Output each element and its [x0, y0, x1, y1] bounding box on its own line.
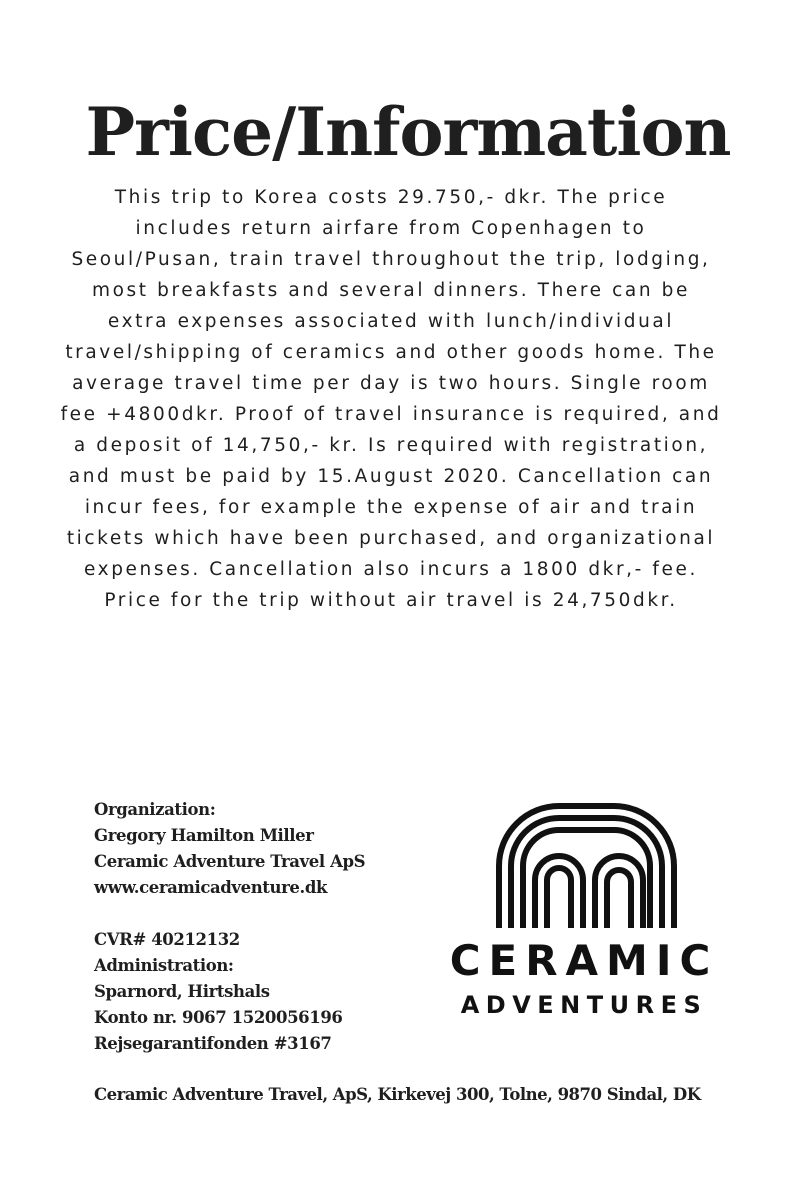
administration-label: Administration: [94, 956, 234, 975]
account-number: Konto nr. 9067 1520056196 [94, 1008, 343, 1027]
text-line: extra expenses associated with lunch/individual [107, 311, 675, 332]
text-line: This trip to Korea costs 29.750,- dkr. The price [114, 187, 668, 208]
text-line: average travel time per day is two hours. Single room [72, 373, 710, 394]
company-name: Ceramic Adventure Travel ApS [94, 852, 366, 871]
text-line: Price for the trip without air travel is 24,750dkr. [104, 590, 678, 611]
ceramic-adventures-logo [440, 800, 740, 1030]
text-line: and must be paid by 15.August 2020. Cancellation can [68, 466, 714, 487]
logo-wordmark-ceramic: CERAMIC [449, 936, 719, 985]
text-line: a deposit of 14,750,- kr. Is required with registration, [73, 435, 709, 456]
arch-logo-icon [492, 800, 680, 928]
text-line: expenses. Cancellation also incurs a 1800 dkr,- fee. [84, 559, 698, 580]
text-line: travel/shipping of ceramics and other goods home. The [65, 342, 717, 363]
bank-name: Sparnord, Hirtshals [94, 982, 270, 1001]
organization-label: Organization: [94, 800, 216, 819]
organizer-name: Gregory Hamilton Miller [94, 826, 314, 845]
text-line: fee +4800dkr. Proof of travel insurance is required, and [60, 404, 722, 425]
cvr-number: CVR# 40212132 [94, 930, 240, 949]
website-text: www.ceramicadventure.dk [94, 878, 328, 897]
text-line: tickets which have been purchased, and organizational [66, 528, 716, 549]
text-line: incur fees, for example the expense of air and train [84, 497, 698, 518]
text-line: includes return airfare from Copenhagen to [135, 218, 647, 239]
footer-address: Ceramic Adventure Travel, ApS, Kirkevej 300, Tolne, 9870 Sindal, DK [94, 1085, 701, 1104]
travel-guarantee: Rejsegarantifonden #3167 [94, 1034, 332, 1053]
text-line: most breakfasts and several dinners. There can be [92, 280, 690, 301]
spacer [94, 901, 365, 927]
price-information-text [0, 182, 782, 616]
logo-wordmark-adventures: ADVENTURES [460, 991, 708, 1019]
page-title: Price/Information [85, 93, 731, 171]
organization-details [94, 797, 365, 1057]
text-line: Seoul/Pusan, train travel throughout the trip, lodging, [71, 249, 711, 270]
